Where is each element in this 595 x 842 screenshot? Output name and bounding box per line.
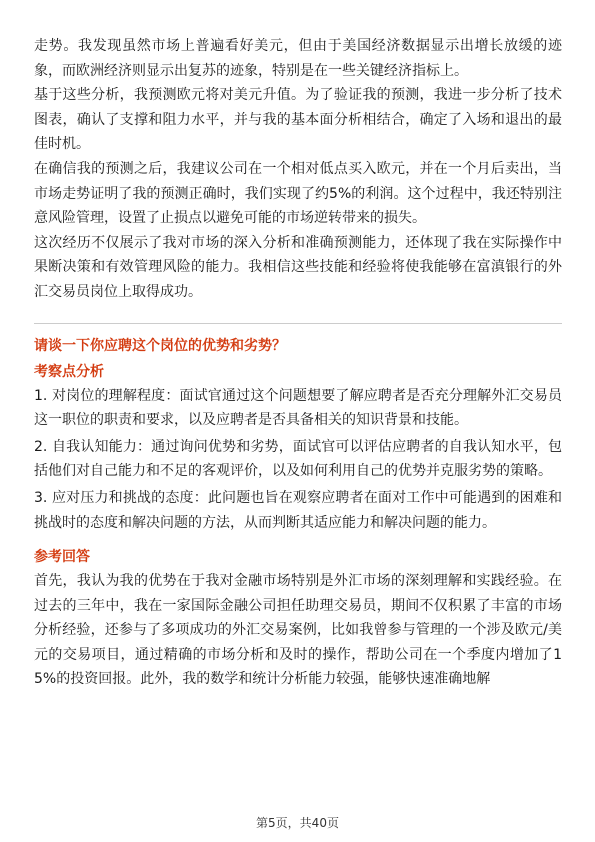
section-divider xyxy=(34,323,562,324)
page-number-footer: 第5页，共40页 xyxy=(256,816,339,830)
analysis-item-2: 2. 自我认知能力：通过询问优势和劣势，面试官可以评估应聘者的自我认知水平，包括他们对自己能力和不足的客观评价，以及如何利用自己的优势并克服劣势的策略。 xyxy=(34,438,562,480)
intro-paragraph-4: 这次经历不仅展示了我对市场的深入分析和准确预测能力，还体现了我在实际操作中果断决策和有效管理风险的能力。我相信这些技能和经验将使我能够在富滇银行的外汇交易员岗位上取得成功。 xyxy=(34,234,562,300)
answer-text: 首先，我认为我的优势在于我对金融市场特别是外汇市场的深刻理解和实践经验。在过去的三年中，我在一家国际金融公司担任助理交易员，期间不仅积累了丰富的市场分析经验，还参与了多项成功的外汇交易案例，比如我曾参与管理的一个涉及欧元/美元的交易项目，通过精确的市场分析和及时的操作，帮助公司在一个季度内增加了15%的投资回报。此外，我的数学和统计分析能力较强，能够快速准确地解 xyxy=(34,573,562,688)
intro-paragraph-2: 基于这些分析，我预测欧元将对美元升值。为了验证我的预测，我进一步分析了技术图表，确认了支撑和阻力水平，并与我的基本面分析相结合，确定了入场和退出的最佳时机。 xyxy=(34,87,562,153)
analysis-item-1: 1. 对岗位的理解程度：面试官通过这个问题想要了解应聘者是否充分理解外汇交易员这一职位的职责和要求，以及应聘者是否具备相关的知识背景和技能。 xyxy=(34,387,562,429)
intro-paragraph-1: 走势。我发现虽然市场上普遍看好美元，但由于美国经济数据显示出增长放缓的迹象，而欧洲经济则显示出复苏的迹象，特别是在一些关键经济指标上。 xyxy=(34,38,562,79)
interview-question: 请谈一下你应聘这个岗位的优势和劣势？ xyxy=(34,337,286,354)
analysis-item-3: 3. 应对压力和挑战的态度：此问题也旨在观察应聘者在面对工作中可能遇到的困难和挑战时的态度和解决问题的方法，从而判断其适应能力和解决问题的能力。 xyxy=(34,489,562,531)
intro-paragraph-3: 在确信我的预测之后，我建议公司在一个相对低点买入欧元，并在一个月后卖出，当市场走势证明了我的预测正确时，我们实现了约5%的利润。这个过程中，我还特别注意风险管理，设置了止损点以避免可能的市场逆转带来的损失。 xyxy=(34,160,562,227)
answer-heading: 参考回答 xyxy=(34,549,90,566)
analysis-heading: 考察点分析 xyxy=(34,363,104,380)
document-page xyxy=(34,34,562,692)
